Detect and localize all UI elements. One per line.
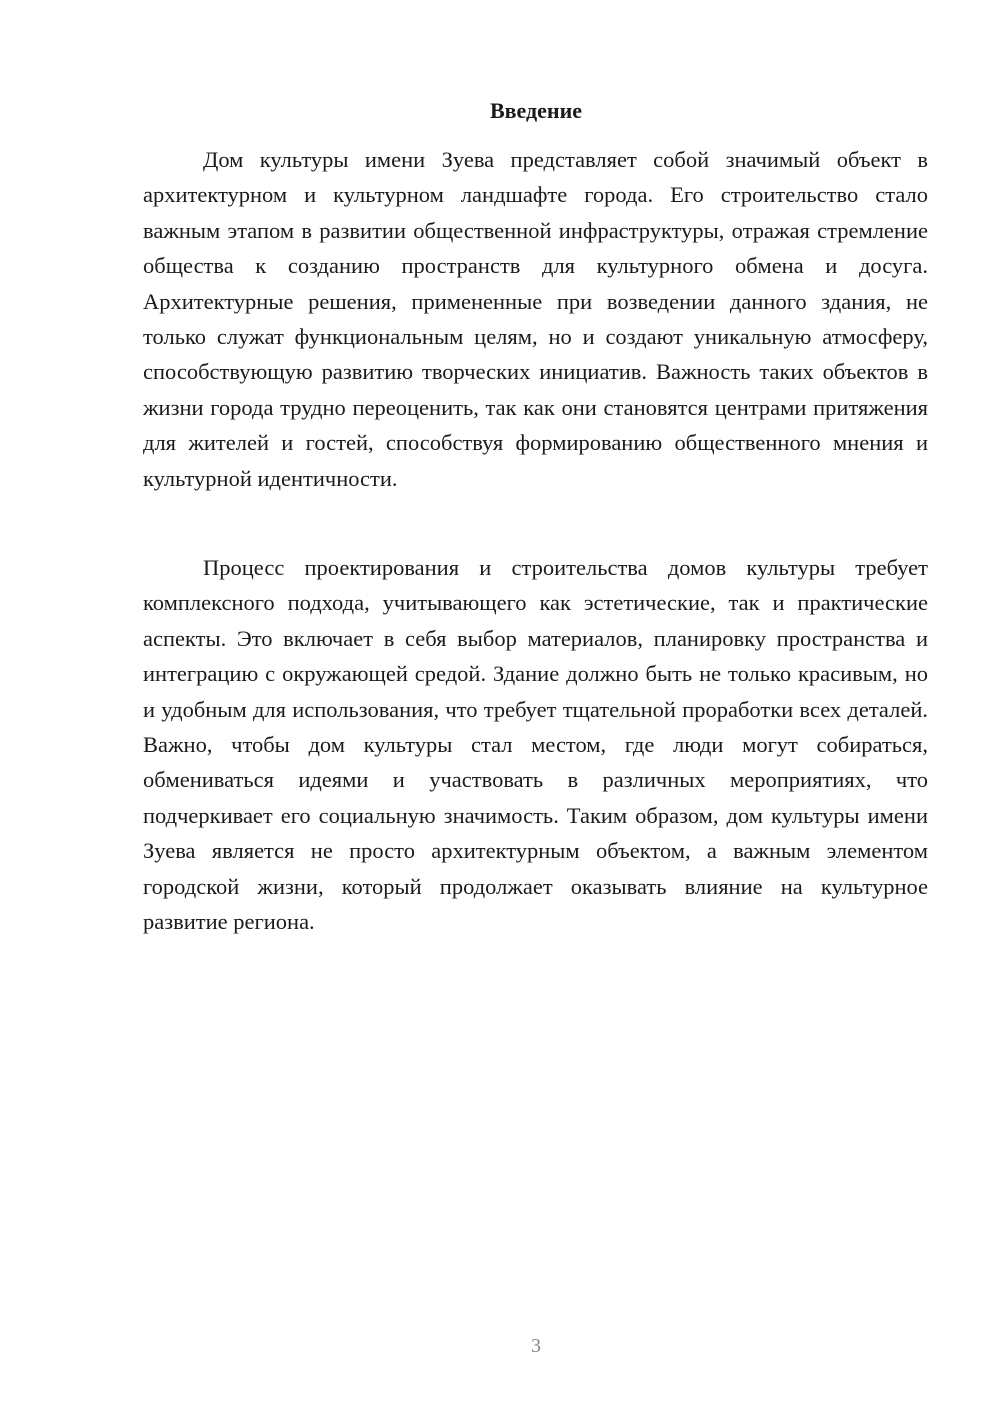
paragraph-1: Дом культуры имени Зуева представляет собой значимый объект в архитектурном и культурном ландшафте города. Его строительство стало важным этапом в развитии общественной инфраструктуры, отражая стремление общества к созданию пространств для культурного обмена и досуга. Архитектурные решения, примененные при возведении данного здания, не только служат функциональным целям, но и создают уникальную атмосферу, способствующую развитию творческих инициатив. Важность таких объектов в жизни города трудно переоценить, так как они становятся центрами притяжения для жителей и гостей, способствуя формированию общественного мнения и культурной идентичности. (143, 147, 928, 491)
paragraph-2: Процесс проектирования и строительства домов культуры требует комплексного подхода, учитывающего как эстетические, так и практические аспекты. Это включает в себя выбор материалов, планировку пространства и интеграцию с окружающей средой. Здание должно быть не только красивым, но и удобным для использования, что требует тщательной проработки всех деталей. Важно, чтобы дом культуры стал местом, где люди могут собираться, обмениваться идеями и участвовать в различных мероприятиях, что подчеркивает его социальную значимость. Таким образом, дом культуры имени Зуева является не просто архитектурным объектом, а важным элементом городской жизни, который продолжает оказывать влияние на культурное развитие региона. (143, 555, 928, 935)
page-number: 3 (531, 1335, 541, 1357)
section-heading: Введение (489, 98, 583, 123)
